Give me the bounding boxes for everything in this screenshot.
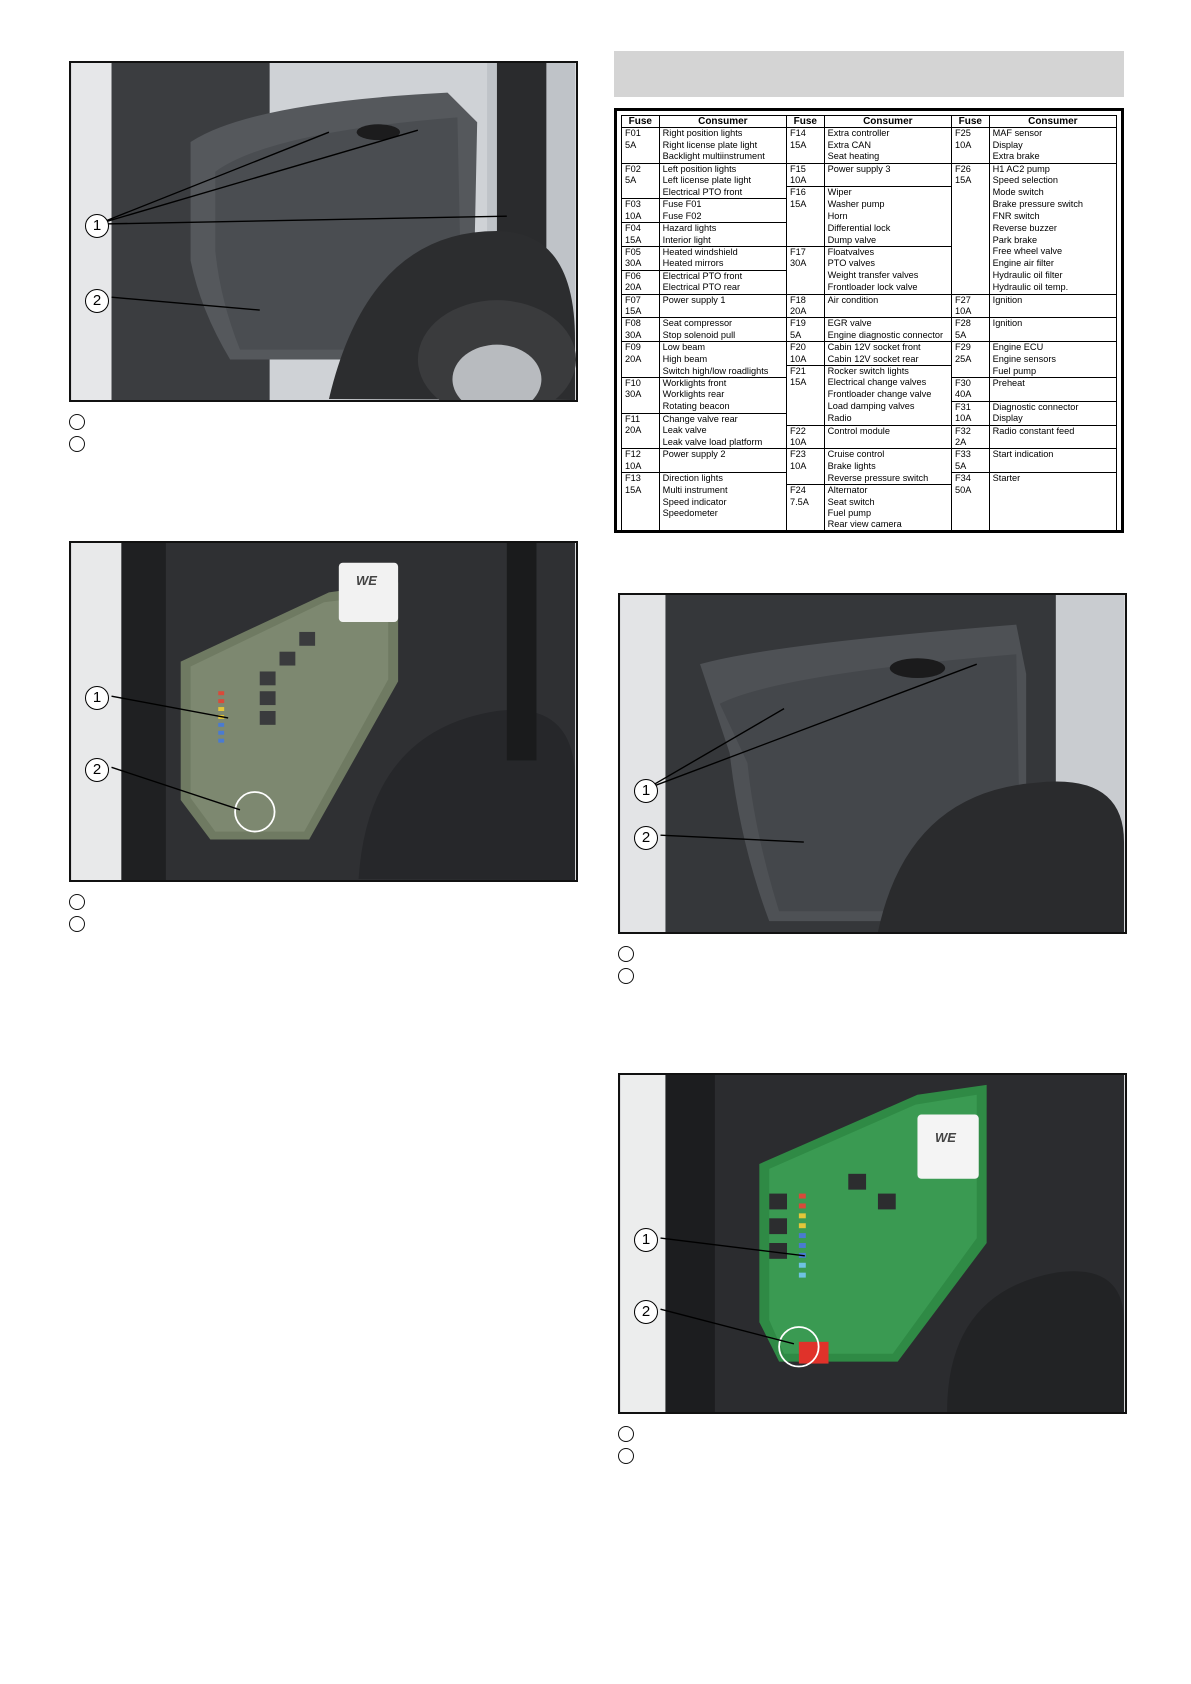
consumer-cell [659, 461, 786, 473]
consumer-cell: Heated windshield [659, 246, 786, 258]
fuse-cell: 5A [622, 140, 660, 151]
fuse-cell: F30 [951, 377, 989, 389]
consumer-cell: Worklights front [659, 377, 786, 389]
fuse-cell [951, 508, 989, 519]
fuse-cell: F29 [951, 342, 989, 354]
fuse-cell [786, 270, 824, 282]
fuse-table-row [622, 413, 1117, 425]
consumer-cell [989, 330, 1116, 342]
fuse-cell [951, 497, 989, 508]
legend-marker [618, 1426, 634, 1442]
fuse-cell: F22 [786, 425, 824, 437]
fuse-cell [951, 235, 989, 247]
consumer-cell: Left license plate light [659, 175, 786, 187]
consumer-cell: Extra brake [989, 151, 1116, 163]
fuse-cell: 10A [786, 175, 824, 187]
fuse-cell [951, 282, 989, 294]
consumer-cell: Electrical change valves [824, 377, 951, 389]
consumer-cell: Engine sensors [989, 354, 1116, 366]
fuse-table-row [622, 235, 1117, 247]
fuse-table-row [622, 508, 1117, 519]
fuse-cell: F32 [951, 425, 989, 437]
photo-fuse-board-right-drawing [620, 1075, 1125, 1412]
fuse-cell: 15A [622, 306, 660, 318]
consumer-cell: Reverse buzzer [989, 223, 1116, 235]
fuse-cell [786, 151, 824, 163]
consumer-cell: Load damping valves [824, 401, 951, 413]
fuse-table-row [622, 461, 1117, 473]
consumer-cell: Direction lights [659, 473, 786, 485]
fuse-cell: 5A [786, 330, 824, 342]
consumer-cell: Speed selection [989, 175, 1116, 187]
consumer-cell: Engine diagnostic connector [824, 330, 951, 342]
consumer-cell: MAF sensor [989, 128, 1116, 140]
consumer-cell: Cruise control [824, 449, 951, 461]
section-header-bar [614, 51, 1124, 97]
fuse-cell: 20A [622, 282, 660, 294]
consumer-cell: Rocker switch lights [824, 366, 951, 378]
fuse-cell [622, 437, 660, 449]
legend-marker [69, 436, 85, 452]
fuse-table-row [622, 151, 1117, 163]
legend-item-2 [69, 436, 89, 456]
fuse-table-row [622, 128, 1117, 140]
consumer-cell: Seat heating [824, 151, 951, 163]
callout-2: 2 [634, 826, 658, 850]
fuse-cell: 5A [951, 330, 989, 342]
consumer-cell: Switch high/low roadlights [659, 366, 786, 378]
legend-item-1 [618, 1426, 638, 1446]
consumer-cell: High beam [659, 354, 786, 366]
fuse-table-row [622, 223, 1117, 235]
consumer-cell: Floatvalves [824, 246, 951, 258]
fuse-table-row [622, 425, 1117, 437]
consumer-cell: Electrical PTO front [659, 187, 786, 199]
fuse-cell [786, 413, 824, 425]
consumer-cell: Change valve rear [659, 413, 786, 425]
fuse-cell [951, 519, 989, 531]
legend-marker [618, 1448, 634, 1464]
fuse-cell: 10A [622, 461, 660, 473]
col-header-fuse: Fuse [622, 116, 660, 128]
fuse-cell [622, 508, 660, 519]
fuse-cell [951, 199, 989, 211]
consumer-cell: Rotating beacon [659, 401, 786, 413]
fuse-table-row [622, 354, 1117, 366]
fuse-cell: 30A [622, 258, 660, 270]
fuse-cell: 10A [951, 140, 989, 151]
fuse-cell [622, 497, 660, 508]
fuse-cell: 20A [786, 306, 824, 318]
fuse-cell [951, 223, 989, 235]
callout-1: 1 [634, 779, 658, 803]
fuse-cell [951, 246, 989, 258]
fuse-cell [786, 282, 824, 294]
consumer-cell: Leak valve [659, 425, 786, 437]
fuse-cell: 25A [951, 354, 989, 366]
photo-side-cover-left-drawing [71, 63, 576, 400]
consumer-cell: Fuel pump [989, 366, 1116, 378]
callout-1: 1 [634, 1228, 658, 1252]
fuse-cell: 15A [622, 235, 660, 247]
consumer-cell [659, 519, 786, 531]
fuse-cell: F03 [622, 199, 660, 211]
fuse-table-row [622, 437, 1117, 449]
consumer-cell: Seat switch [824, 497, 951, 508]
fuse-cell: F05 [622, 246, 660, 258]
consumer-cell: Ignition [989, 294, 1116, 306]
consumer-cell [824, 175, 951, 187]
fuse-cell [951, 270, 989, 282]
fuse-cell: F18 [786, 294, 824, 306]
photo-fuse-board-left-drawing [71, 543, 576, 880]
consumer-cell: Speedometer [659, 508, 786, 519]
fuse-cell [622, 401, 660, 413]
consumer-cell: Frontloader lock valve [824, 282, 951, 294]
consumer-cell: EGR valve [824, 318, 951, 330]
fuse-cell: 7.5A [786, 497, 824, 508]
consumer-cell: Power supply 2 [659, 449, 786, 461]
consumer-cell: Fuse F02 [659, 211, 786, 223]
consumer-cell: Worklights rear [659, 389, 786, 401]
fuse-table-row [622, 377, 1117, 389]
consumer-cell: Washer pump [824, 199, 951, 211]
fuse-cell: 40A [951, 389, 989, 401]
consumer-cell: Display [989, 140, 1116, 151]
fuse-table-row [622, 485, 1117, 497]
fuse-table-row [622, 497, 1117, 508]
fuse-cell: F17 [786, 246, 824, 258]
fuse-cell: 15A [786, 377, 824, 389]
fuse-cell [786, 235, 824, 247]
consumer-cell: FNR switch [989, 211, 1116, 223]
photo-side-cover-right-drawing [620, 595, 1125, 932]
legend-item-1 [618, 946, 638, 966]
legend-fig-cover-right [618, 946, 818, 986]
fuse-cell [622, 519, 660, 531]
fuse-cell: 10A [786, 354, 824, 366]
consumer-cell: Leak valve load platform [659, 437, 786, 449]
fuse-table-row [622, 211, 1117, 223]
fuse-table-row [622, 330, 1117, 342]
consumer-cell: Radio constant feed [989, 425, 1116, 437]
fuse-cell [622, 151, 660, 163]
fuse-cell: 20A [622, 425, 660, 437]
photo-fuse-board-right [618, 1073, 1127, 1414]
fuse-cell: 50A [951, 485, 989, 497]
consumer-cell: Fuel pump [824, 508, 951, 519]
fuse-cell: 10A [951, 306, 989, 318]
fuse-cell: F20 [786, 342, 824, 354]
consumer-cell: Weight transfer valves [824, 270, 951, 282]
callout-2: 2 [85, 758, 109, 782]
consumer-cell: Free wheel valve [989, 246, 1116, 258]
consumer-cell: Alternator [824, 485, 951, 497]
fuse-cell: 10A [622, 211, 660, 223]
consumer-cell: Wiper [824, 187, 951, 199]
fuse-cell [786, 389, 824, 401]
fuse-table [621, 115, 1117, 532]
fuse-cell [951, 151, 989, 163]
fuse-table-body [622, 128, 1117, 531]
fuse-cell: F26 [951, 163, 989, 175]
legend-fig-board-left [69, 894, 269, 934]
consumer-cell: Horn [824, 211, 951, 223]
fuse-cell: F23 [786, 449, 824, 461]
fuse-cell: F34 [951, 473, 989, 485]
consumer-cell: Air condition [824, 294, 951, 306]
fuse-table-row [622, 199, 1117, 211]
consumer-cell: Cabin 12V socket rear [824, 354, 951, 366]
consumer-cell [989, 519, 1116, 531]
fuse-table-row [622, 140, 1117, 151]
consumer-cell: Heated mirrors [659, 258, 786, 270]
fuse-cell: 10A [786, 437, 824, 449]
legend-item-2 [618, 1448, 638, 1468]
fuse-cell: 15A [622, 485, 660, 497]
fuse-table-row [622, 246, 1117, 258]
consumer-cell: Right license plate light [659, 140, 786, 151]
col-header-consumer: Consumer [989, 116, 1116, 128]
col-header-fuse: Fuse [786, 116, 824, 128]
fuse-table-header-row [622, 116, 1117, 128]
consumer-cell [989, 508, 1116, 519]
consumer-cell: Right position lights [659, 128, 786, 140]
photo-side-cover-right [618, 593, 1127, 934]
fuse-table-row [622, 294, 1117, 306]
consumer-cell: Brake lights [824, 461, 951, 473]
consumer-cell: Cabin 12V socket front [824, 342, 951, 354]
fuse-table-row [622, 282, 1117, 294]
consumer-cell: Start indication [989, 449, 1116, 461]
fuse-cell: 30A [786, 258, 824, 270]
fuse-cell: 5A [622, 175, 660, 187]
fuse-cell [786, 401, 824, 413]
consumer-cell: Power supply 3 [824, 163, 951, 175]
consumer-cell: Radio [824, 413, 951, 425]
fuse-cell: 10A [786, 461, 824, 473]
consumer-cell: Reverse pressure switch [824, 473, 951, 485]
consumer-cell: Left position lights [659, 163, 786, 175]
fuse-cell [786, 211, 824, 223]
consumer-cell [824, 437, 951, 449]
photo-label-we: WE [935, 1130, 956, 1145]
consumer-cell: Interior light [659, 235, 786, 247]
legend-marker [69, 894, 85, 910]
fuse-cell: F07 [622, 294, 660, 306]
fuse-table-row [622, 187, 1117, 199]
fuse-cell: F10 [622, 377, 660, 389]
consumer-cell: Hydraulic oil temp. [989, 282, 1116, 294]
fuse-cell [951, 187, 989, 199]
consumer-cell [824, 306, 951, 318]
consumer-cell: Speed indicator [659, 497, 786, 508]
fuse-cell: 15A [786, 140, 824, 151]
fuse-table-row [622, 366, 1117, 378]
consumer-cell: Extra controller [824, 128, 951, 140]
fuse-table-row [622, 449, 1117, 461]
fuse-table-row [622, 270, 1117, 282]
fuse-cell [951, 366, 989, 378]
legend-fig-cover-left [69, 414, 269, 454]
callout-2: 2 [634, 1300, 658, 1324]
consumer-cell [989, 461, 1116, 473]
col-header-consumer: Consumer [659, 116, 786, 128]
fuse-cell [951, 211, 989, 223]
fuse-cell: 15A [786, 199, 824, 211]
consumer-cell: Control module [824, 425, 951, 437]
consumer-cell [659, 306, 786, 318]
consumer-cell: Diagnostic connector [989, 401, 1116, 413]
consumer-cell: Starter [989, 473, 1116, 485]
consumer-cell: PTO valves [824, 258, 951, 270]
legend-fig-board-right [618, 1426, 818, 1466]
fuse-cell: 5A [951, 461, 989, 473]
fuse-cell: F27 [951, 294, 989, 306]
callout-2: 2 [85, 289, 109, 313]
fuse-cell [786, 508, 824, 519]
legend-item-2 [69, 916, 89, 936]
fuse-cell: F21 [786, 366, 824, 378]
fuse-cell: F12 [622, 449, 660, 461]
fuse-cell [951, 258, 989, 270]
fuse-table-row [622, 519, 1117, 531]
fuse-table-row [622, 258, 1117, 270]
fuse-cell: 2A [951, 437, 989, 449]
fuse-cell: F15 [786, 163, 824, 175]
consumer-cell: Low beam [659, 342, 786, 354]
fuse-cell [622, 187, 660, 199]
consumer-cell: Engine ECU [989, 342, 1116, 354]
legend-marker [69, 916, 85, 932]
consumer-cell: Engine air filter [989, 258, 1116, 270]
fuse-cell: 30A [622, 330, 660, 342]
consumer-cell [989, 306, 1116, 318]
consumer-cell: Mode switch [989, 187, 1116, 199]
consumer-cell: Frontloader change valve [824, 389, 951, 401]
fuse-cell: F01 [622, 128, 660, 140]
fuse-cell: 15A [951, 175, 989, 187]
fuse-cell: 30A [622, 389, 660, 401]
fuse-cell: F08 [622, 318, 660, 330]
consumer-cell: Power supply 1 [659, 294, 786, 306]
legend-marker [618, 946, 634, 962]
consumer-cell: Ignition [989, 318, 1116, 330]
fuse-table-row [622, 175, 1117, 187]
fuse-table-row [622, 163, 1117, 175]
photo-label-we: WE [356, 573, 377, 588]
fuse-table-row [622, 318, 1117, 330]
fuse-cell: F24 [786, 485, 824, 497]
fuse-cell [786, 473, 824, 485]
fuse-cell: F06 [622, 270, 660, 282]
photo-fuse-board-left [69, 541, 578, 882]
consumer-cell: Differential lock [824, 223, 951, 235]
fuse-table-row [622, 401, 1117, 413]
fuse-cell: 20A [622, 354, 660, 366]
consumer-cell [989, 389, 1116, 401]
consumer-cell: Display [989, 413, 1116, 425]
fuse-cell: F11 [622, 413, 660, 425]
consumer-cell: Electrical PTO front [659, 270, 786, 282]
fuse-table-row [622, 473, 1117, 485]
fuse-table-row [622, 342, 1117, 354]
fuse-cell: F19 [786, 318, 824, 330]
consumer-cell [989, 485, 1116, 497]
consumer-cell: Park brake [989, 235, 1116, 247]
fuse-cell [622, 366, 660, 378]
legend-marker [69, 414, 85, 430]
consumer-cell: H1 AC2 pump [989, 163, 1116, 175]
col-header-fuse: Fuse [951, 116, 989, 128]
fuse-cell [786, 223, 824, 235]
legend-item-1 [69, 894, 89, 914]
consumer-cell: Fuse F01 [659, 199, 786, 211]
fuse-table-row [622, 389, 1117, 401]
consumer-cell: Extra CAN [824, 140, 951, 151]
consumer-cell: Backlight multiinstrument [659, 151, 786, 163]
legend-item-2 [618, 968, 638, 988]
fuse-cell: F13 [622, 473, 660, 485]
consumer-cell: Hydraulic oil filter [989, 270, 1116, 282]
photo-side-cover-left [69, 61, 578, 402]
col-header-consumer: Consumer [824, 116, 951, 128]
consumer-cell: Multi instrument [659, 485, 786, 497]
fuse-cell: F25 [951, 128, 989, 140]
callout-1: 1 [85, 214, 109, 238]
consumer-cell [989, 437, 1116, 449]
consumer-cell: Hazard lights [659, 223, 786, 235]
fuse-cell: F16 [786, 187, 824, 199]
fuse-cell: F04 [622, 223, 660, 235]
fuse-cell [786, 519, 824, 531]
consumer-cell: Preheat [989, 377, 1116, 389]
consumer-cell: Brake pressure switch [989, 199, 1116, 211]
legend-marker [618, 968, 634, 984]
fuse-cell: F28 [951, 318, 989, 330]
fuse-cell: F09 [622, 342, 660, 354]
consumer-cell: Rear view camera [824, 519, 951, 531]
fuse-cell: 10A [951, 413, 989, 425]
callout-1: 1 [85, 686, 109, 710]
fuse-cell: F33 [951, 449, 989, 461]
consumer-cell: Seat compressor [659, 318, 786, 330]
fuse-cell: F14 [786, 128, 824, 140]
legend-item-1 [69, 414, 89, 434]
fuse-table-row [622, 306, 1117, 318]
fuse-cell: F31 [951, 401, 989, 413]
consumer-cell [989, 497, 1116, 508]
consumer-cell: Stop solenoid pull [659, 330, 786, 342]
consumer-cell: Electrical PTO rear [659, 282, 786, 294]
fuse-cell: F02 [622, 163, 660, 175]
fuse-table-frame [614, 108, 1124, 533]
consumer-cell: Dump valve [824, 235, 951, 247]
